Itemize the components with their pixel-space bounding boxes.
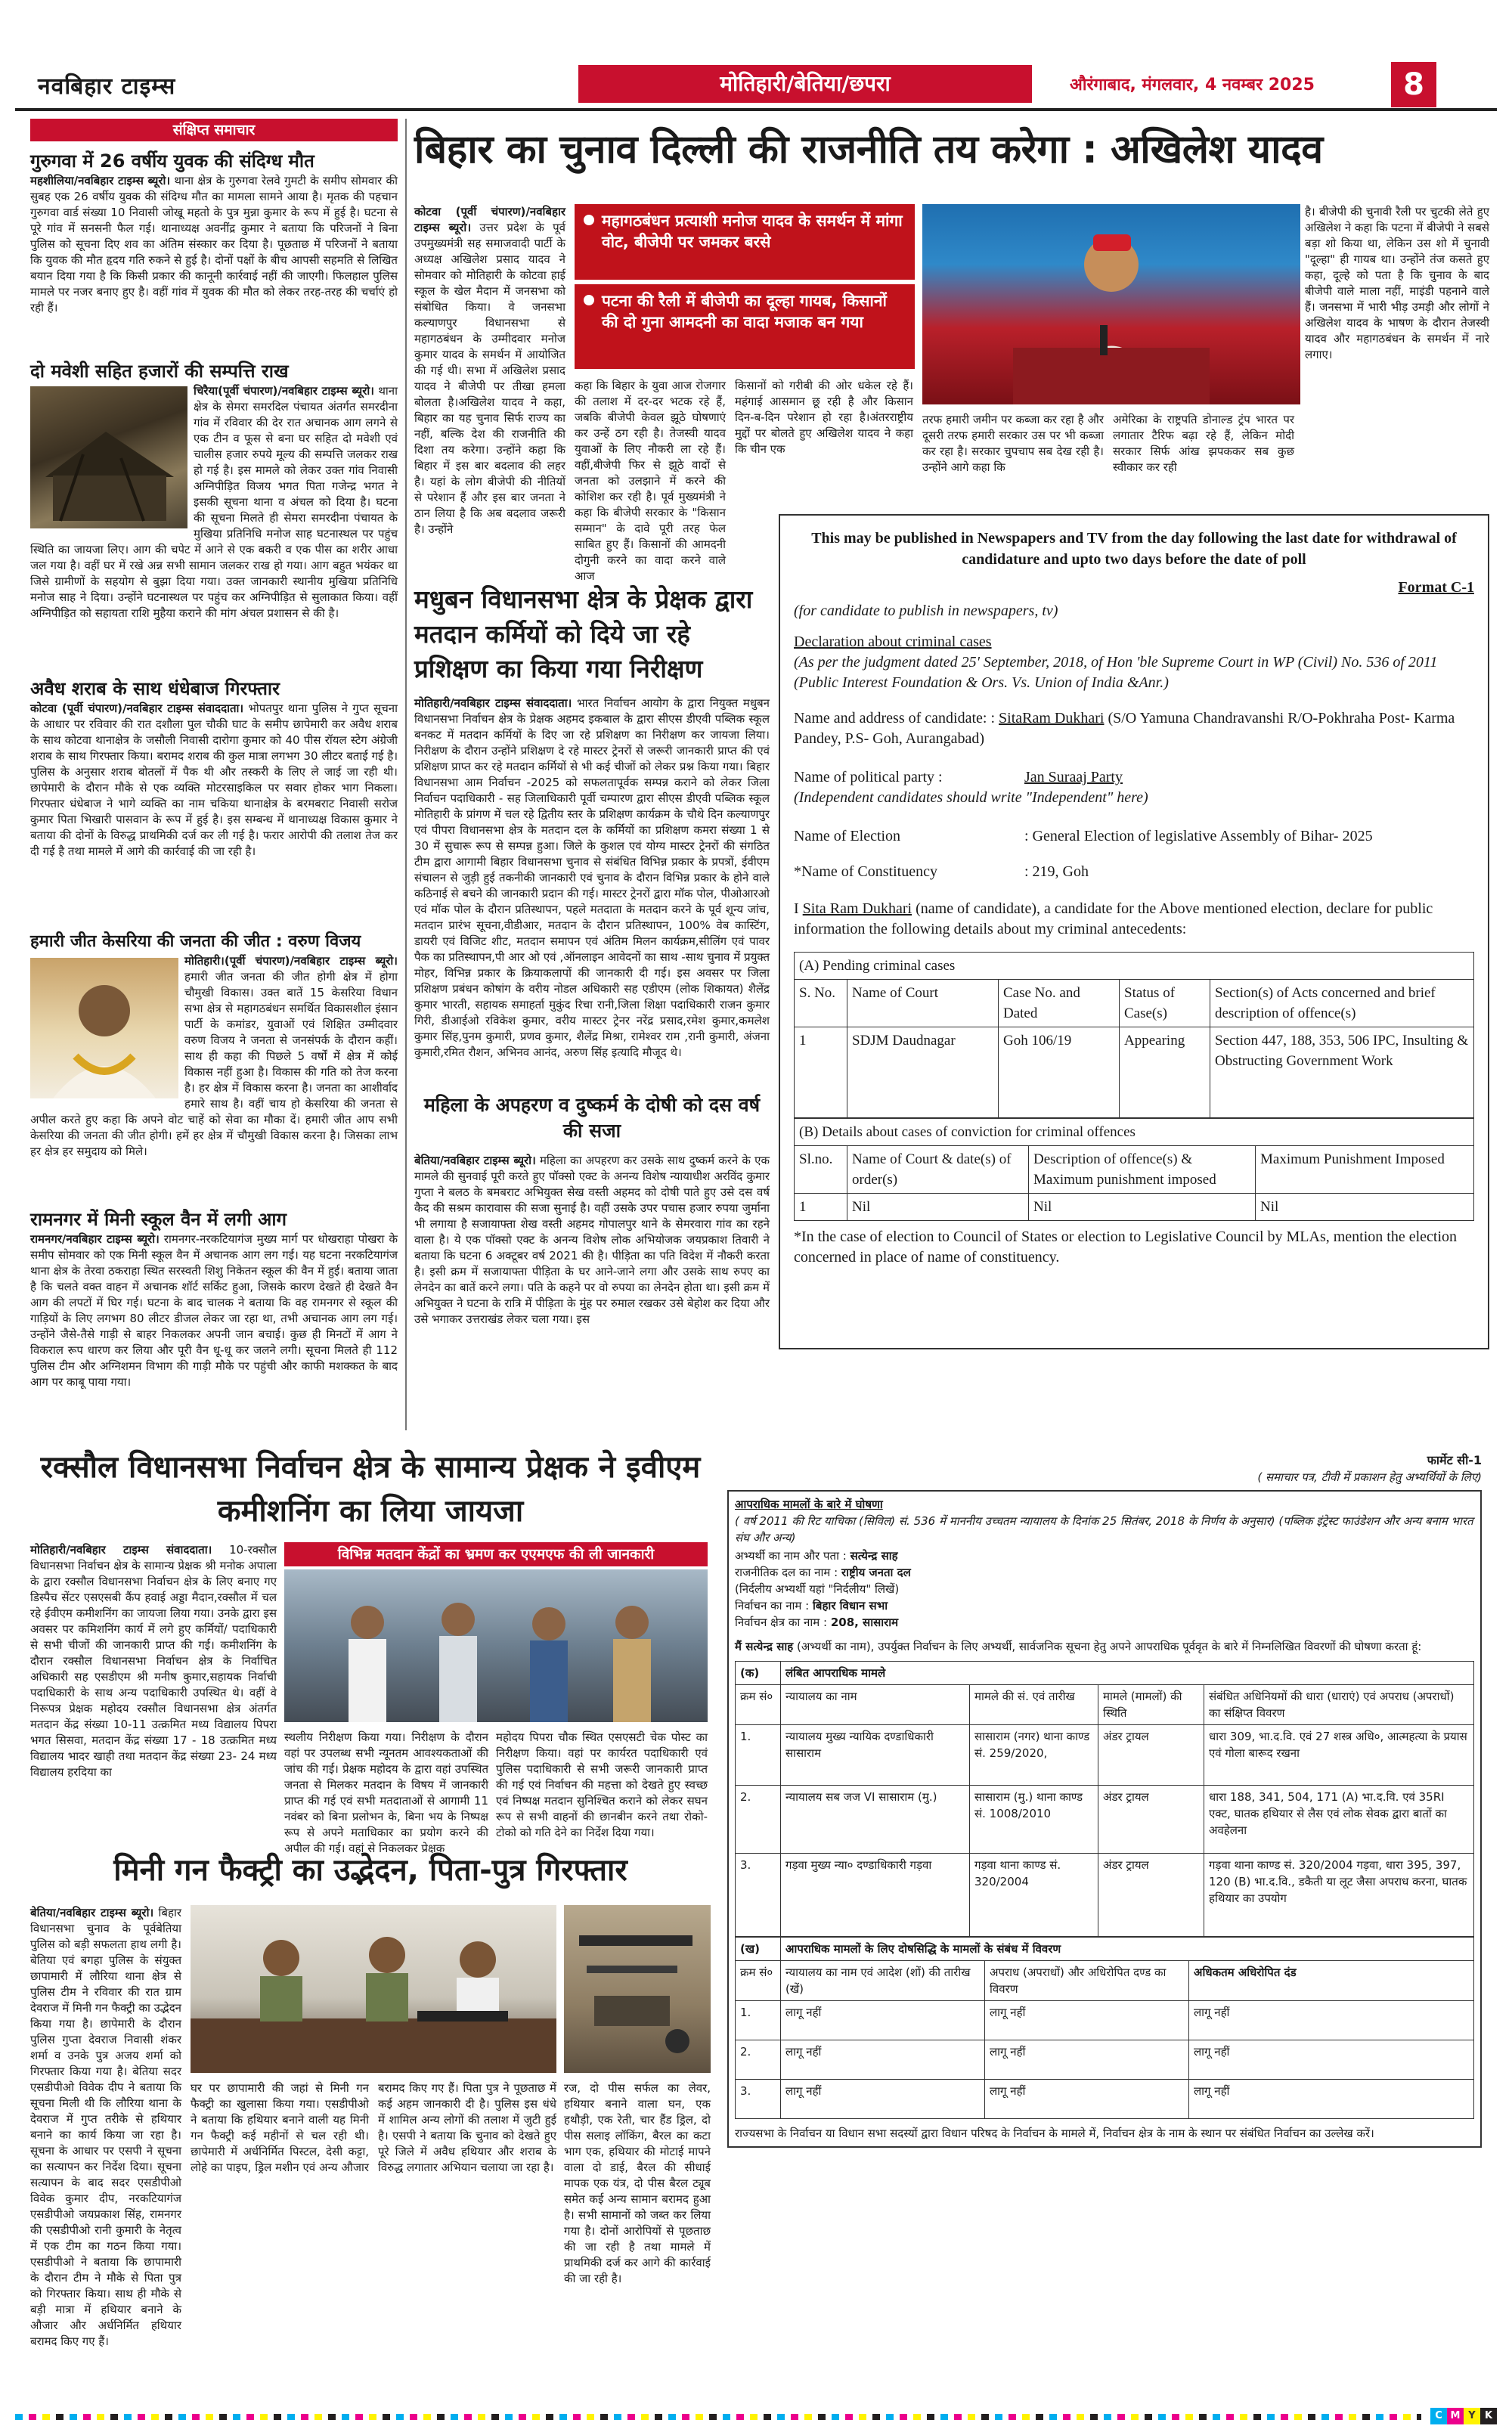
officials-inspecting-icon bbox=[284, 1569, 708, 1722]
training-dateline: मोतिहारी/नवबिहार टाइम्स संवाददाता। bbox=[414, 696, 572, 710]
hi-pr-2-0: 3. bbox=[736, 1854, 781, 1937]
en-notice: This may be published in Newspapers and TV from the day following the last date for withdrawal of candidature and upto two days before the date of poll bbox=[811, 530, 1457, 568]
table-row bbox=[795, 1027, 1474, 1118]
en-pr-3: Appearing bbox=[1120, 1027, 1210, 1118]
page-number: 8 bbox=[1391, 62, 1436, 107]
hi-conviction-title: आपराधिक मामलों के लिए दोषसिद्धि के मामलों के संबंध में विवरण bbox=[781, 1938, 1474, 1961]
hi-cr-0-1: लागू नहीं bbox=[781, 2001, 985, 2040]
hi-ph-2: मामले की सं. एवं तारीख bbox=[970, 1685, 1098, 1725]
en-name bbox=[794, 708, 1474, 749]
table-row bbox=[736, 2040, 1474, 2080]
en-pr-2: Goh 106/19 bbox=[999, 1027, 1120, 1118]
hi-name-value: सत्येन्द्र साह bbox=[850, 1549, 898, 1563]
brief-dateline-3: कोटवा (पूर्वी चंपारण)/नवबिहार टाइम्स संवाददाता। bbox=[30, 702, 244, 715]
hi-cr-2-0: 3. bbox=[736, 2080, 781, 2119]
affidavit-hindi bbox=[720, 1448, 1489, 2402]
brief-body-2 bbox=[30, 383, 398, 671]
en-name-rest: (S/O Yamuna Chandravanshi R/O-Pokhraha Post- Karma Pandey, P.S- Goh, Aurangabad) bbox=[794, 710, 1455, 747]
lead-bullet-2 bbox=[575, 284, 915, 369]
cmyk-k: K bbox=[1480, 2408, 1497, 2424]
brief-body-4 bbox=[30, 953, 398, 1203]
hi-cr-1-1: लागू नहीं bbox=[781, 2040, 985, 2080]
table-row bbox=[736, 2001, 1474, 2040]
brief-text-2: थाना क्षेत्र के सेमरा समरदिल पंचायत अंतर्गत समरदीना गांव में रविवार की देर रात अचानक आग लगने से एक टीन व फूस से बना घर सहित दो मवेशी एवं चालीस हजार रुपये मूल्य की सम्पत्ति जलकर राख हो गई है। इस मामले को लेकर उक्त गांव निवासी अग्निपीड़ित विजय भगत पिता गजेन्द्र भगत ने इसकी सूचना थाना व अंचल को दिया है। घटना की सूचना मिलते ही सेमरा समरदीना पंचायत के मुखिया प्रतिनिधि मनोज साह घटनास्थल पर पहुंच स्थिति का जायजा लिए। आग की चपेट में आने से एक बकरी व एक पीस का शरीर आधा जल गया है। वहीं घर में रखे अन्न सभी सामान जलकर राख हो गया। आग बहुत भयंकर था जिसे ग्रामीणों के सहयोग से बुझा दिया गया। उक्त जानकारी स्थानीय मुखिया प्रतिनिधि मनोज साह ने दिया। उन्होंने घटनास्थल पर पहुंच कर अग्निपीड़ित से सुलाकात किया। वहीं अग्निपीड़ित को सहायता राशि मुहैया कराने की मांग अंचल प्रशासन से की है। bbox=[30, 384, 398, 620]
lead-bullet-1-text: महागठबंधन प्रत्याशी मनोज यादव के समर्थन में मांगा वोट, बीजेपी पर जमकर बरसे bbox=[602, 212, 903, 251]
en-footnote: *In the case of election to Council of States or election to Legislative Council by MLAs, mention the election concerned in place of name of constituency. bbox=[794, 1228, 1458, 1266]
brief-headline-3: अवैध शराब के साथ धंधेबाज गिरफ्तार bbox=[30, 678, 280, 699]
hi-ch-0: क्रम सं० bbox=[736, 1961, 781, 2001]
brief-label: संक्षिप्त समाचार bbox=[30, 119, 398, 141]
table-row bbox=[795, 1194, 1474, 1221]
hi-constituency bbox=[735, 1614, 1474, 1631]
hi-judgment: ( वर्ष 2011 की रिट याचिका (सिविल) सं. 536 में माननीय उच्चतम न्यायालय के दिनांक 25 सितंबर, 2018 के निर्णय के अनुसार) (पब्लिक इंट्रेस्ट फाउंडेशन और अन्य बनाम भारत संघ और अन्य) bbox=[735, 1514, 1473, 1544]
brief-dateline-4: मोतिहारी।(पूर्वी चंपारण)/नवबिहार टाइम्स ब्यूरो। bbox=[184, 954, 398, 968]
en-ph-3: Status of Case(s) bbox=[1120, 980, 1210, 1027]
hi-ph-3: मामले (मामलों) की स्थिति bbox=[1098, 1685, 1204, 1725]
en-for-line: (for candidate to publish in newspapers, tv) bbox=[794, 603, 1058, 619]
hi-ph-1: न्यायालय का नाम bbox=[781, 1685, 970, 1725]
brief-body-4-wrap bbox=[30, 953, 398, 1203]
hi-pr-0-2: सासाराम (नगर) थाना काण्ड सं. 259/2020, bbox=[970, 1725, 1098, 1786]
hi-party-note: (निर्दलीय अभ्यर्थी यहां "निर्दलीय" लिखें) bbox=[735, 1582, 900, 1596]
lead-col-2: कहा कि बिहार के युवा आज रोजगार की तलाश में दर-दर भटक रहे हैं, जबकि बीजेपी केवल झूठे घोषणाएं कर उन्हें ठग रही है। तेजस्वी यादव युवाओं के लिए नौकरी ला रहे हैं। वहीं,बीजेपी फिर से झूठे वादों से जनता को उलझाने में करने की कोशिश कर रही है। पूर्व मुख्यमंत्री ने कहा कि बीजेपी सरकार के "किसान सम्मान" के दावे पूरी तरह फेल साबित हुए हैं। किसानों की आमदनी दोगुनी करने का वादा करने वाले आज bbox=[575, 379, 726, 583]
hi-for-line: ( समाचार पत्र, टीवी में प्रकाशन हेतु अभ्यर्थियों के लिए) bbox=[1257, 1470, 1482, 1484]
registration-dots bbox=[15, 2414, 1421, 2420]
en-statement-name: Sita Ram Dukhari bbox=[802, 900, 912, 917]
footer-bar bbox=[15, 2408, 1497, 2426]
hi-pending-letter: (क) bbox=[736, 1662, 781, 1685]
hi-pr-1-3: अंडर ट्रायल bbox=[1098, 1786, 1204, 1854]
hi-cr-1-2: लागू नहीं bbox=[985, 2040, 1189, 2080]
hi-ch-3: अधिकतम अधिरोपित दंड bbox=[1189, 1961, 1474, 2001]
press-meet-photo bbox=[191, 1905, 556, 2073]
brief-text-4: हमारी जीत जनता की जीत होगी क्षेत्र में होगा चौमुखी विकास। उक्त बातें 15 केसरिया विधान सभा क्षेत्र से महागठबंधन समर्थित विकासशील इंसान पार्टी के कमांडर, युवाओं एवं शिक्षित उम्मीदवार वरुण विजय ने जनता से जनसंपर्क के दौरान कहीं। साथ ही कहा की पिछले 5 वर्षों में क्षेत्र में कोई विकास नहीं हुआ है। विकास की गति को तेज करना है। हर क्षेत्र में विकास करना है। जनता का आशीर्वाद हमारे साथ है। वहीं चाय हो केसरिया की जनता से अपील करते हुए कहा कि अपने वोट चाहें को सेवा का मौका दें। हमारी जीत आप सभी केसरिया की जनता की जीत होगी। हमें हर क्षेत्र में चौमुखी विकास करना है। जिसका लाभ हर क्षेत्र हर समुदाय को मिले। bbox=[30, 970, 398, 1158]
en-name-label: Name and address of candidate: : bbox=[794, 710, 996, 727]
bullet-dot-icon bbox=[584, 295, 594, 305]
en-party-note: (Independent candidates should write "Independent" here) bbox=[794, 789, 1148, 806]
raxaul-text: 10-रक्सौल विधानसभा निर्वाचन क्षेत्र के सामान्य प्रेक्षक श्री मनोक अपाला के द्वारा रक्सौल विधानसभा निर्वाचन क्षेत्र के लिए बनाए गए डिस्पैच सेंटर एसएसबी कैंप हवाई अड्डा मैदान,रक्सौल में चल रहे ईवीएम कमीशनिंग का जायजा लिया गया। उनके द्वारा इस अवसर पर कमिशनिंग कार्य में लगे हुए कर्मियों/ पदाधिकारी से सभी चीजों की जानकारी प्राप्त की गई। कमीशनिंग के दौरान रक्सौल विधानसभा निर्वाचन क्षेत्र के निर्वाचित अधिकारी सह एसडीएम श्री मनीष कुमार,सहायक निर्वाची पदाधिकारी के साथ अन्य पदाधिकारी उपस्थित थे। वहीं वे निरूपत्र प्रेक्षक महोदय रक्सौल विधानसभा क्षेत्र अंतर्गत मतदान केंद्र संख्या 10-11 उत्क्रमित मध्य विद्यालय पिपरा भगत सिसवा, मतदान केंद्र संख्या 17 - 18 उत्क्रमित मध्य विद्यालय भादर खाही तथा मतदान केंद्र संख्या 23- 24 मध्य विद्यालय हरदिया का bbox=[30, 1543, 277, 1779]
hi-cr-1-3: लागू नहीं bbox=[1189, 2040, 1474, 2080]
lead-col-1 bbox=[414, 204, 565, 544]
cmyk-m: M bbox=[1447, 2408, 1464, 2424]
hi-pr-2-4: गड़वा थाना काण्ड सं. 320/2004 गड़वा, धारा 395, 397, 120 (B) भा.द.वि., डकैती या लूट जैसा अपराध करना, घातक हथियार का उपयोग bbox=[1204, 1854, 1474, 1937]
brief-text-3: भोपतपुर थाना पुलिस ने गुप्त सूचना के आधार पर रविवार की रात दशौला पुल चौकी घाट के समीप छापेमारी कर अवैध शराब के साथ कोटवा थानाक्षेत्र के जसौली निवासी दारोगा कुमार को 40 पीस रॉयल स्टेग अंग्रेजी शराब के साथ गिरफ्तार किया। बरामद शराब की कुल मात्रा लगभग 30 लीटर बताई गई है। पुलिस के अनुसार शराब बोतलों में पैक थी और तस्करी के लिए ले जाई जा रही थी। छापेमारी के दौरान मौके से एक व्यक्ति मोटरसाइकिल पर सवार होकर भाग निकला। गिरफ्तार धंधेबाज ने भागे व्यक्ति का नाम चकिया थानाक्षेत्र के बरमबराट निवासी सरोज कुमार पिता भिखारी पासवान के रूप में हुई है। इस सम्बन्ध में थानाध्यक्ष विकास कुमार ने बताया की दोनों के विरुद्ध प्राथमिकी दर्ज कर ली गई है। फरार आरोपी की तलाश तेज कर दी गई है तथा मामले में आगे की कार्रवाई की जा रही है। bbox=[30, 702, 398, 858]
hi-pr-1-2: सासाराम (मु.) थाना काण्ड सं. 1008/2010 bbox=[970, 1786, 1098, 1854]
gun-col-1 bbox=[30, 1905, 181, 2396]
en-ph-2: Case No. and Dated bbox=[999, 980, 1120, 1027]
lead-col-3: किसानों को गरीबी की ओर धकेल रहे हैं। महंगाई आसमान छू रही है और किसान दिन-ब-दिन परेशान हो रहा है।अंतरराष्ट्रीय मुद्दों पर बोलते हुए अखिलेश यादव ने कहा कि चीन एक bbox=[735, 379, 913, 456]
brief-dateline-1: महशीलिया/नवबिहार टाइम्स ब्यूरो। bbox=[30, 174, 171, 187]
hi-pr-0-1: न्यायालय मुख्य न्यायिक दण्डाधिकारी सासाराम bbox=[781, 1725, 970, 1786]
en-election-label: Name of Election bbox=[794, 828, 901, 844]
hi-ch-1: न्यायालय का नाम एवं आदेश (शों) की तारीख (खें) bbox=[781, 1961, 985, 2001]
lead-col-5: अमेरिका के राष्ट्रपति डोनाल्ड ट्रंप भारत पर लगातार टैरिफ बढ़ा रहे हैं, लेकिन मोदी सरकार सिर्फ आंख झपककर सब कुछ स्वीकार कर रही bbox=[1113, 413, 1294, 474]
section-banner: मोतिहारी/बेतिया/छपरा bbox=[578, 65, 1032, 103]
hi-election bbox=[735, 1597, 1474, 1614]
dateline: औरंगाबाद, मंगलवार, 4 नवम्बर 2025 bbox=[1070, 76, 1315, 94]
hi-cr-0-3: लागू नहीं bbox=[1189, 2001, 1474, 2040]
hi-cr-0-2: लागू नहीं bbox=[985, 2001, 1189, 2040]
hi-ph-4: संबंधित अधिनियमों की धारा (धाराएं) एवं अपराध (अपराधों) का संक्षिप्त विवरण bbox=[1204, 1685, 1474, 1725]
brief-column bbox=[30, 119, 398, 1438]
brief-text-1: थाना क्षेत्र के गुरुगवा रेलवे गुमटी के समीप सोमवार की सुबह एक 26 वर्षीय युवक की संदिग्ध मौत का मामला सामने आया है। मृतक की पहचान गुरुगवा वार्ड संख्या 10 निवासी जोखू महतो के पुत्र मुन्ना कुमार के रूप में हुई है। घटना से पूरे गांव में सनसनी फैल गई। थानाध्यक्ष अवनींद्र कुमार ने बताया कि परिजनों ने बिना पुलिस को सूचना दिए शव का अंतिम संस्कार कर दिया है। पूछताछ में परिजनों ने बताया कि युवक की मौत हृदय गति रुकने से हुई है। दोनों पक्षों के बीच आपसी सहमति से लिखित बयान दिया गया है कि किसी प्रकार की कानूनी कार्रवाई नहीं की जाएगी। फिलहाल पुलिस मामले पर नजर बनाए हुए है। वहीं गांव में युवक की मौत को लेकर तरह-तरह की चर्चाएं हो रही हैं। bbox=[30, 174, 398, 314]
brief-headline-4: हमारी जीत केसरिया की जनता की जीत : वरुण विजय bbox=[30, 932, 361, 951]
en-election bbox=[794, 826, 1474, 847]
hi-cr-2-2: लागू नहीं bbox=[985, 2080, 1189, 2119]
table-row bbox=[736, 2080, 1474, 2119]
hi-footnote: राज्यसभा के निर्वाचन या विधान सभा सदस्यों द्वारा विधान परिषद के निर्वाचन के मामले में, निर्वाचन क्षेत्र के नाम के स्थान पर संबंधित निर्वाचन का उल्लेख करें। bbox=[735, 2127, 1374, 2140]
en-pr-0: 1 bbox=[795, 1027, 847, 1118]
en-cr-3: Nil bbox=[1256, 1194, 1474, 1221]
en-election-value: : General Election of legislative Assembly of Bihar- 2025 bbox=[1024, 828, 1373, 844]
training-text: भारत निर्वाचन आयोग के द्वारा नियुक्त मधुबन विधानसभा निर्वाचन क्षेत्र के प्रेक्षक अहमद इकबाल के द्वारा सीएस डीएवी पब्लिक स्कूल बनकट में मतदान कर्मियों के दिए जा रहे प्रशिक्षण का निरीक्षण कर जायजा लिया। निरीक्षण के दौरान उन्होंने प्रशिक्षण दे रहे मास्टर ट्रेनरों से जरूरी जानकारी प्राप्त की एवं प्रशिक्षण प्राप्त कर रहे मतदान कर्मियों से भी कई चीजों को लेकर प्रश्न किया गया। बिहार विधानसभा आम निर्वाचन -2025 को सफलतापूर्वक सम्पन्न कराने को लेकर जिला निर्वाचन पदाधिकारी - सह जिलाधिकारी पूर्वी चम्पारण द्वारा सीएस डीएवी पब्लिक स्कूल मोतिहारी के प्रांगण में चल रहे द्वितीय स्तर के प्रशिक्षण कार्यक्रम के चौथे दिन कल्याणपुर एवं पीपरा विधानसभा क्षेत्र के मतदान दल के कर्मियों का प्रशिक्षण कमरा संख्या 1 से 30 में सुचारू रूप से सम्पन्न हुआ। जिले के कुशल एवं योग्य मास्टर ट्रेनरों की संगठित टीम द्वारा आगामी बिहार विधानसभा चुनाव से संबंधित विभिन्न प्रकार के प्रपत्रों, ईवीएम संचालन से जुड़ी हुई तकनीकी जानकारी एवं चुनाव के दौरान विभिन्न प्रकार के होने वाले कठिनाई से बचने की जानकारी प्रदान की गई। मास्टर ट्रेनरों द्वारा मॉक पोल, पीओआरओ एवं मॉक पोल के दौरान प्रतिस्थापन, पहले मतदाता के मतदान करने के पूर्व शून्य जांच, मतदान प्रारंभ सूचना,वीडीआर, मतदान के दौरान प्रतिस्थापन, 100% वेब कास्टिंग, डायरी एवं विजिट शीट, मतदान समापन एवं अंतिम मिलन कार्यक्रम,सीलिंग एवं पावर पैक का प्रतिस्थापन,पी आर ओ एवं ,ऑनलाइन आवेदनों का साथ -साथ चुनाव में प्रयुक्त मोहर, विभिन्न प्रकार के क्रियाकलापों की जानकारी दी गई। इस अवसर पर जिला प्रशिक्षण प्रबंधन कोषांग के वरीय नोडल अधिकारी सह एडीएम (लोक शिकायत) शैलेंद्र कुमार भारती, सहायक समाहर्ता मुकुंद रिचा रानी,जिला शिक्षा पदाधिकारी राजन कुमार गिरी, डीआईओ रविकेश कुमार, वरीय मास्टर ट्रेनर नरेंद्र प्रसाद,रमेश कुमार,कमलेश कुमार सिंह,पुनम कुमारी, प्रणव कुमार, शैलेंद्र मिश्रा, रामेश्वर राम ,रानी कुमारी, अंजना कुमारी,रमित रौशन, अभिनव आनंद, अरुण सिंह इत्यादि मौजूद थे। bbox=[414, 696, 770, 1059]
en-constituency-value: : 219, Goh bbox=[1024, 863, 1089, 880]
raxaul-photo bbox=[284, 1569, 708, 1722]
masthead bbox=[15, 0, 1497, 113]
hi-name-label: अभ्यर्थी का नाम और पता : bbox=[735, 1549, 847, 1563]
table-row bbox=[736, 1786, 1474, 1854]
cmyk-c: C bbox=[1430, 2408, 1447, 2424]
en-ch-2: Description of offence(s) & Maximum punishment imposed bbox=[1029, 1146, 1256, 1194]
brief-body-1 bbox=[30, 173, 398, 355]
hi-election-label: निर्वाचन का नाम : bbox=[735, 1599, 810, 1613]
hi-pr-0-0: 1. bbox=[736, 1725, 781, 1786]
cmyk-y: Y bbox=[1464, 2408, 1480, 2424]
en-ph-4: Section(s) of Acts concerned and brief description of offence(s) bbox=[1210, 980, 1474, 1027]
hi-pr-2-1: गड़वा मुख्य न्या० दण्डाधिकारी गड़वा bbox=[781, 1854, 970, 1937]
hi-pending-title: लंबित आपराधिक मामले bbox=[781, 1662, 1474, 1685]
hi-party-value: राष्ट्रीय जनता दल bbox=[841, 1566, 911, 1579]
hi-statement-text: (अभ्यर्थी का नाम), उपर्युक्त निर्वाचन के लिए अभ्यर्थी, सार्वजनिक सूचना हेतु अपने आपराधिक पूर्ववृत के बारे में निम्नलिखित विवरणों की घोषणा करता हूं: bbox=[796, 1640, 1422, 1653]
en-party-label: Name of political party : bbox=[794, 769, 943, 785]
brief-body-5 bbox=[30, 1231, 398, 1481]
rally-photo bbox=[922, 204, 1300, 404]
police-press-conference-icon bbox=[191, 1905, 556, 2073]
en-cr-1: Nil bbox=[847, 1194, 1029, 1221]
brief-dateline-2: चिरैया(पूर्वी चंपारण)/नवबिहार टाइम्स ब्यूरो। bbox=[194, 384, 374, 398]
hi-statement-name: मैं सत्येन्द्र साह bbox=[735, 1640, 794, 1653]
affidavit-english bbox=[779, 514, 1489, 1349]
lead-dateline-col bbox=[414, 204, 565, 544]
hi-pending-table bbox=[735, 1661, 1474, 1937]
brief-headline-2: दो मवेशी सहित हजारों की सम्पत्ति राख bbox=[30, 361, 289, 382]
lead-col-6: है। बीजेपी की चुनावी रैली पर चुटकी लेते हुए अखिलेश ने कहा कि पटना में बीजेपी ने सबसे बड़ा शो किया था, लेकिन उस शो में चुनावी "दूल्हा" ही गायब था। उन्होंने तंज कसते हुए कहा, दूल्हे को पता है कि चुनाव के बाद बीजेपी वाले माला नहीं, माइंडी पहनाने वाले हैं। जनसभा में भारी भीड़ उमड़ी और लोगों ने अखिलेश यादव के भाषण के दौरान तेजस्वी यादव और महागठबंधन के समर्थन में नारे लगाए। bbox=[1305, 205, 1489, 361]
raxaul-dateline: मोतिहारी/नवबिहार टाइम्स संवाददाता। bbox=[30, 1543, 212, 1557]
hi-box bbox=[727, 1490, 1482, 2148]
hi-declaration: आपराधिक मामलों के बारे में घोषणा bbox=[735, 1498, 883, 1511]
hi-party-label: राजनीतिक दल का नाम : bbox=[735, 1566, 838, 1579]
hi-pr-1-0: 2. bbox=[736, 1786, 781, 1854]
hi-cr-0-0: 1. bbox=[736, 2001, 781, 2040]
en-constituency bbox=[794, 862, 1474, 882]
brief-body-2-wrap bbox=[30, 383, 398, 671]
en-pending-title: (A) Pending criminal cases bbox=[795, 953, 1474, 980]
hi-conviction-letter: (ख) bbox=[736, 1938, 781, 1961]
masthead-rule bbox=[15, 108, 1497, 111]
hi-conviction-table bbox=[735, 1937, 1474, 2119]
hi-ph-0: क्रम सं० bbox=[736, 1685, 781, 1725]
gun-dateline: बेतिया/नवबिहार टाइम्स ब्यूरो। bbox=[30, 1906, 154, 1919]
brief-headline-1: गुरुगवा में 26 वर्षीय युवक की संदिग्ध मौत bbox=[30, 150, 314, 172]
hi-name bbox=[735, 1547, 1474, 1564]
gun-text-1: बिहार विधानसभा चुनाव के पूर्वबेतिया पुलिस को बड़ी सफलता हाथ लगी है। बेतिया एवं बगहा पुलिस के संयुक्त छापामारी में लौरिया थाना क्षेत्र से पुलिस टीम ने रविवार की रात ग्राम देवराज में मिनी गन फैक्ट्री का उद्भेदन किया गया है। छापेमारी के दौरान पुलिस गुप्ता देवराज निवासी शंकर शर्मा व उनके पुत्र अजय शर्मा को गिरफ्तार किया गया है। बेतिया सदर एसडीपीओ विवेक दीप ने बताया कि सूचना मिली थी कि लौरिया थाना के देवराज में गुप्त तरीके से हथियार बनाने का कार्य किया जा रहा है। सूचना के आधार पर एसपी ने सूचना का सत्यापन कर निर्देश दिया। सूचना सत्यापन के बाद सदर एसडीपीओ विवेक कुमार दीप, नरकटियागंज एसडीपीओ जयप्रकाश सिंह, रामनगर की एसडीपीओ रानी कुमारी के नेतृत्व में एक टीम का गठन किया गया। एसडीपीओ ने बताया कि छापामारी के दौरान टीम ने मौके से पिता पुत्र को गिरफ्तार किया। साथ ही मौके से बड़ी मात्रा में हथियार बनाने के औजार और अर्धनिर्मित हथियार बरामद किए गए हैं। bbox=[30, 1906, 181, 2348]
bullet-dot-icon bbox=[584, 215, 594, 225]
hi-statement bbox=[735, 1638, 1474, 1655]
hi-party bbox=[735, 1564, 1474, 1581]
training-body bbox=[414, 696, 770, 1084]
lead-col-4: तरफ हमारी जमीन पर कब्जा कर रहा है और दूसरी तरफ हमारी सरकार उस पर भी कब्जा कर रहा है। सरकार चुपचाप सब देख रही है।उन्होंने आगे कहा कि bbox=[922, 413, 1104, 474]
hi-pr-1-4: धारा 188, 341, 504, 171 (A) भा.द.वि. एवं 35RI एक्ट, घातक हथियार से लैस एवं लोक सेवक द्वारा बातों का अवहेलना bbox=[1204, 1786, 1474, 1854]
hi-pr-1-1: न्यायालय सब जज VI सासाराम (मु.) bbox=[781, 1786, 970, 1854]
hi-cr-1-0: 2. bbox=[736, 2040, 781, 2080]
hi-election-value: बिहार विधान सभा bbox=[813, 1599, 888, 1613]
crime-text: महिला का अपहरण कर उसके साथ दुष्कर्म करने के एक मामले की सुनवाई पूरी करते हुए पॉक्सो एक्ट के अनन्य विशेष न्यायाधीश अरविंद कुमार गुप्ता ने बलठ के बमबराट अभियुक्त सेख वस्ती अहमद को दोषी पाते हुए उसे दस वर्ष कैद की सश्रम कारावास की सजा सुनाई है। वहीं उसके उपर पचास हजार रुपया जुर्माना भी लगाया है सजायाफ्ता शेख वस्ती अहमद गोपालपुर थाने के सेमरवारा गांव का रहने वाला है। ये एक पॉक्सो एक्ट के अनन्य विशेष लोक अभियोजक जयप्रकाश तिवारी ने बताया कि घटना 6 अक्टूबर वर्ष 2021 की है। पीड़िता का पति विदेश में नौकरी करता है। इसी क्रम में सजायाफ्ता पीड़िता के घर आने-जाने लगा और उसके साथ रुपए का लेनदेन का बातें करने लगा। पति के कहने पर वो रुपया का लेनदेन होता था। इसी क्रम में अभियुक्त ने घटना के रात्रि में पीड़िता के मुंह पर रुमाल रखकर उसे बेहोश कर दिया और उसे भगाकर उत्तराखंड लेकर चला गया। इस bbox=[414, 1154, 770, 1326]
hi-format: फार्मेट सी-1 bbox=[1427, 1453, 1482, 1467]
paper-title: नवबिहार टाइम्स bbox=[38, 73, 176, 100]
en-cr-2: Nil bbox=[1029, 1194, 1256, 1221]
en-ch-0: Sl.no. bbox=[795, 1146, 847, 1194]
hi-pr-0-4: धारा 309, भा.द.वि. एवं 27 शस्त्र अधि०, आत्महत्या के प्रयास एवं गोला बारूद रखना bbox=[1204, 1725, 1474, 1786]
raxaul-col-a: स्थलीय निरीक्षण किया गया। निरीक्षण के दौरान वहां पर उपलब्ध सभी न्यूनतम आवश्यकताओं की जांच की गई। प्रेक्षक महोदय के द्वारा वहां उपस्थित जनता से मिलकर मतदान के विषय में जानकारी प्राप्त की गई एवं सभी मतदाताओं से आगामी 11 नवंबर को बिना प्रलोभन के, बिना भय के निष्पक्ष रूप से अपने मताधिकार का प्रयोग करने की अपील की गई। वहां से निकलकर प्रेक्षक bbox=[284, 1730, 488, 1855]
crime-body bbox=[414, 1153, 770, 1349]
brief-body-3 bbox=[30, 701, 398, 925]
brief-text-5: रामनगर-नरकटियागंज मुख्य मार्ग पर धोखराहा पोखरा के समीप सोमवार को एक मिनी स्कूल वैन में अचानक आग लग गई। यह घटना नरकटियागंज थाना क्षेत्र के तेरवा ठकराहा स्थित सरस्वती शिशु निकेतन स्कूल की वैन में हुई। बताया जाता है कि चलते वक्त वाहन में अचानक शॉर्ट सर्किट हुआ, जिसके कारण देखते ही देखते वैन आग की लपटों में घिर गई। घटना के बाद चालक ने बताया कि वह रामनगर से स्कूल की गाड़ियों के लिए लगभग 80 लीटर डीजल लेकर जा रहा था, तभी अचानक आग लग गई। उन्होंने जैसे-तैसे गाड़ी से बाहर निकलकर अपनी जान बचाई। कुछ ही मिनटों में आग ने विकराल रूप धारण कर लिया और पूरी वैन धू-धू कर जलने लगी। सूचना मिलते ही 112 पुलिस टीम और अग्निशमन विभाग की गाड़ी मौके पर पहुंची और काफी मशक्कत के बाद आग पर काबू पाया गया। bbox=[30, 1232, 398, 1389]
lead-dateline: कोटवा (पूर्वी चंपारण)/नवबिहार टाइम्स ब्यूरो। bbox=[414, 205, 565, 234]
training-headline: मधुबन विधानसभा क्षेत्र के प्रेक्षक द्वारा मतदान कर्मियों को दिये जा रहे प्रशिक्षण का किया गया निरीक्षण bbox=[414, 584, 753, 683]
speaker-at-rally-icon bbox=[922, 204, 1300, 404]
hi-cr-2-1: लागू नहीं bbox=[781, 2080, 985, 2119]
hi-constituency-label: निर्वाचन क्षेत्र का नाम : bbox=[735, 1616, 828, 1629]
en-party bbox=[794, 767, 1474, 788]
en-statement-text: (name of candidate), a candidate for the Above mentioned election, declare for public information the following details about my criminal antecedents: bbox=[794, 900, 1433, 937]
hi-pr-0-3: अंडर ट्रायल bbox=[1098, 1725, 1204, 1786]
brief-headline-5: रामनगर में मिनी स्कूल वैन में लगी आग bbox=[30, 1209, 287, 1230]
raxaul-headline: रक्सौल विधानसभा निर्वाचन क्षेत्र के सामान्य प्रेक्षक ने इवीएम कमीशनिंग का लिया जायजा bbox=[40, 1450, 701, 1529]
lead-headline: बिहार का चुनाव दिल्ली की राजनीति तय करेगा : अखिलेश यादव bbox=[414, 127, 1323, 172]
brief-dateline-5: रामनगर/नवबिहार टाइम्स ब्यूरो। bbox=[30, 1232, 160, 1246]
column-divider bbox=[405, 119, 407, 1430]
en-conviction-title: (B) Details about cases of conviction for criminal offences bbox=[795, 1119, 1474, 1146]
en-cr-0: 1 bbox=[795, 1194, 847, 1221]
en-ph-1: Name of Court bbox=[847, 980, 999, 1027]
lead-text-1: उत्तर प्रदेश के पूर्व उपमुख्यमंत्री सह समाजवादी पार्टी के अध्यक्ष अखिलेश प्रसाद यादव ने सोमवार को मोतिहारी के कोटवा हाई स्कूल के खेल मैदान में जनसभा को संबोधित किया। वे जनसभा कल्याणपुर विधानसभा से महागठबंधन के उम्मीदवार मनोज कुमार यादव के समर्थन में आयोजित की गई थी। सभा में अखिलेश प्रसाद यादव ने बीजेपी पर तीखा हमला बोलता है।अखिलेश यादव ने कहा, बिहार का यह चुनाव सिर्फ राज्य का नहीं, बल्कि देश की राजनीति की दिशा तय करेगा। उन्होंने कहा कि बिहार में इस बार बदलाव की लहर है। यहां के लोग बीजेपी की नीतियों से परेशान हैं और इस बार जनता ने ठान लिया है कि अब बदलाव जरूरी है। उन्होंने bbox=[414, 221, 565, 536]
hi-pr-2-3: अंडर ट्रायल bbox=[1098, 1854, 1204, 1937]
en-judgment: (As per the judgment dated 25' September, 2018, of Hon 'ble Supreme Court in WP (Civil) No. 536 of 2011 (Public Interest Foundation & Ors. Vs. Union of India &Anr.) bbox=[794, 654, 1438, 691]
en-ph-0: S. No. bbox=[795, 980, 847, 1027]
lead-bullets bbox=[575, 204, 915, 369]
lead-bullet-2-text: पटना की रैली में बीजेपी का दूल्हा गायब, किसानों की दो गुना आमदनी का वादा मजाक बन गया bbox=[602, 292, 887, 331]
en-ch-3: Maximum Punishment Imposed bbox=[1256, 1146, 1474, 1194]
en-pr-4: Section 447, 188, 353, 506 IPC, Insulting & Obstructing Government Work bbox=[1210, 1027, 1474, 1118]
seized-tools-photo bbox=[564, 1905, 711, 2073]
hi-ch-2: अपराध (अपराधों) और अधिरोपित दण्ड का विवरण bbox=[985, 1961, 1189, 2001]
en-statement: I Sita Ram Dukhari (name of candidate), a candidate for the Above mentioned election, declare for public information the following details about my criminal antecedents: bbox=[794, 900, 1433, 937]
en-name-value: SitaRam Dukhari bbox=[999, 710, 1105, 727]
en-pending-table bbox=[794, 952, 1474, 1118]
crime-headline: महिला के अपहरण व दुष्कर्म के दोषी को दस वर्ष की सजा bbox=[423, 1094, 761, 1142]
hi-cr-2-3: लागू नहीं bbox=[1189, 2080, 1474, 2119]
raxaul-body bbox=[30, 1542, 277, 1837]
lead-bullet-1 bbox=[575, 204, 915, 280]
gun-headline: मिनी गन फैक्ट्री का उद्भेदन, पिता-पुत्र गिरफ्तार bbox=[113, 1853, 627, 1888]
raxaul-col-b: महोदय पिपरा चौक स्थित एसएसटी चेक पोस्ट का निरीक्षण किया। वहां पर कार्यरत पदाधिकारी एवं पुलिस पदाधिकारी से सभी जरूरी जानकारी प्राप्त की गई एवं निर्वाचन की महत्ता को देखते हुए स्वच्छ एवं निष्पक्ष मतदान सुनिश्चित कराने को लेकर सघन रूप से सभी वाहनों की छानबीन करने तथा रोको-टोको को गति देने का निर्देश दिया गया। bbox=[496, 1730, 708, 1839]
en-party-value: Jan Suraaj Party bbox=[1024, 769, 1123, 785]
hi-constituency-value: 208, सासाराम bbox=[830, 1616, 899, 1629]
en-pr-1: SDJM Daudnagar bbox=[847, 1027, 999, 1118]
gun-col-3: रज, दो पीस सर्फल का लेवर, हथियार बनाने वाला घन, एक हथौड़ी, एक रेती, चार हैंड ड्रिल, दो पीस सलाइ लॉकिंग, बैरल का कटा भाग एक, हथियार की मोटाई मापने वाला दो डाई, बैरल की सीधाई मापक एक यंत्र, दो पीस बैरल ट्यूब समेत कई अन्य सामान बरामद हुआ है। सभी सामानों को जब्त कर लिया गया है। दोनों आरोपियों से पूछताछ की जा रही है तथा मामले में प्राथमिकी दर्ज कर आगे की कार्रवाई की जा रही है। bbox=[564, 2081, 711, 2285]
en-ch-1: Name of Court & date(s) of order(s) bbox=[847, 1146, 1029, 1194]
en-declaration: Declaration about criminal cases bbox=[794, 634, 992, 650]
table-row bbox=[736, 1854, 1474, 1937]
en-conviction-table bbox=[794, 1118, 1474, 1221]
seized-weapons-icon bbox=[564, 1905, 711, 2073]
crime-dateline: बेतिया/नवबिहार टाइम्स ब्यूरो। bbox=[414, 1154, 536, 1167]
hi-pr-2-2: गड़वा थाना काण्ड सं. 320/2004 bbox=[970, 1854, 1098, 1937]
raxaul-photo-caption: विभिन्न मतदान केंद्रों का भ्रमण कर एएमएफ की ली जानकारी bbox=[284, 1542, 708, 1566]
gun-col-2: घर पर छापामारी की जहां से मिनी गन फैक्ट्री का खुलासा किया गया। एसडीपीओ ने बताया कि हथियार बनाने वाली यह मिनी गन फैक्ट्री कई महीनों से चल रही थी। छापेमारी में अर्धनिर्मित पिस्टल, देसी कट्टा, लोहे का पाइप, ड्रिल मशीन एवं अन्य औजार बरामद किए गए हैं। पिता पुत्र ने पूछताछ में कई अहम जानकारी दी है। पुलिस इस धंधे में शामिल अन्य लोगों की तलाश में जुटी हुई है। एसपी ने बताया कि चुनाव को देखते हुए पूरे जिले में अवैध हथियार और शराब के विरुद्ध लगातार अभियान चलाया जा रहा है। bbox=[191, 2081, 556, 2174]
table-row bbox=[736, 1725, 1474, 1786]
en-constituency-label: *Name of Constituency bbox=[794, 863, 937, 880]
en-format: Format C-1 bbox=[1398, 579, 1474, 596]
